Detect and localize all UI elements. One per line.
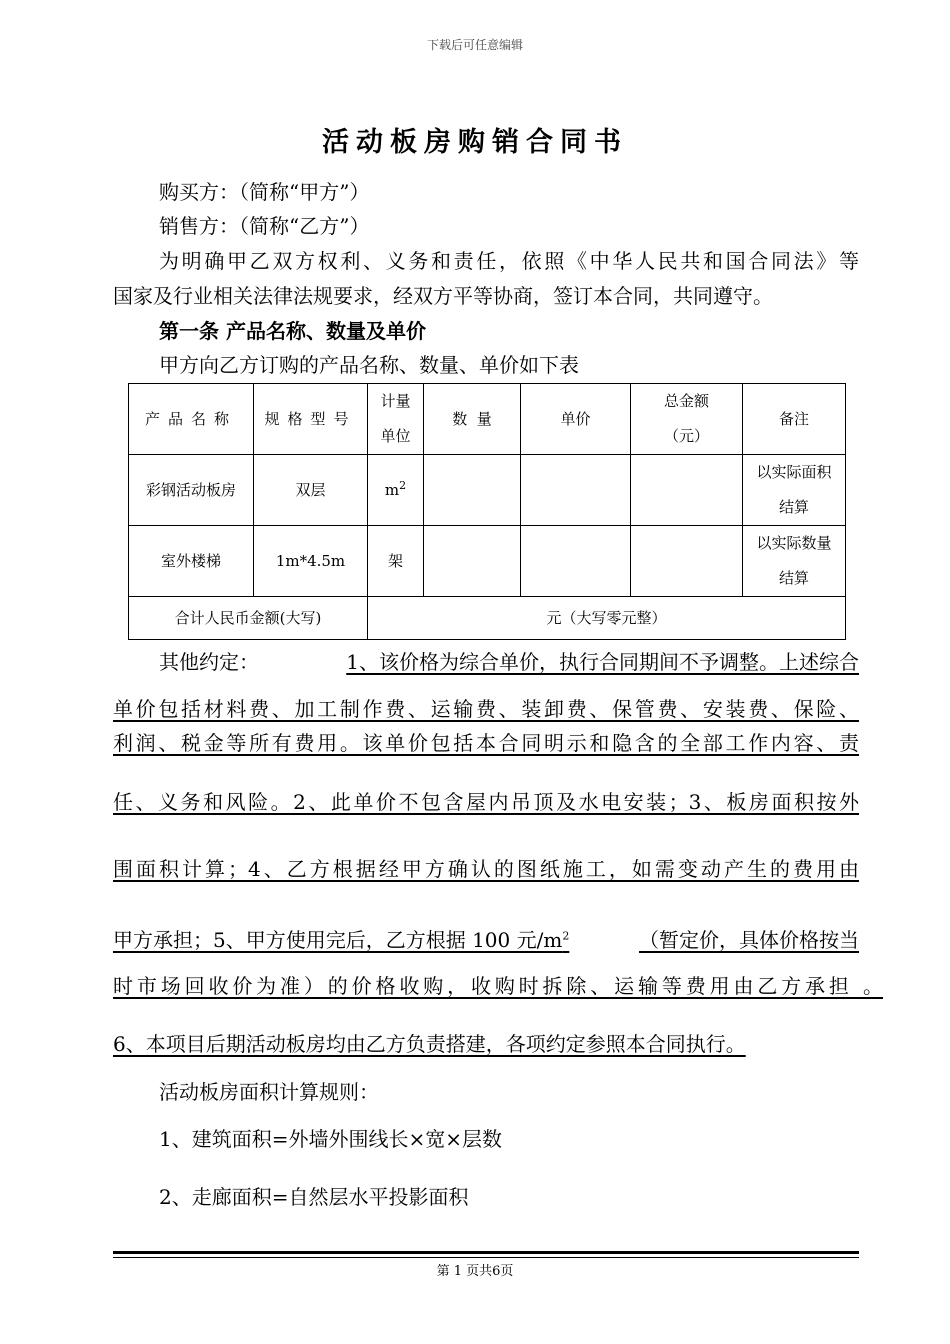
header-quantity: 数 量 [424, 384, 521, 455]
cell-product-name: 室外楼梯 [129, 526, 254, 597]
header-unit-line2: 单位 [380, 427, 411, 445]
cell-spec: 双层 [254, 455, 368, 526]
cell-spec: 1m*4.5m [254, 526, 368, 597]
area-rules-heading: 活动板房面积计算规则： [159, 1080, 379, 1104]
footer-divider-thin [113, 1257, 859, 1258]
header-product-name: 产品名称 [129, 384, 254, 455]
cell-unit-text: 架 [387, 551, 403, 570]
area-rule-1: 1、建筑面积=外墙外围线长×宽×层数 [159, 1127, 502, 1151]
other-terms-line-1 [159, 646, 859, 675]
other-terms-line-2: 单价包括材料费、加工制作费、运输费、装卸费、保管费、安装费、保险、 [113, 697, 859, 721]
cell-unit [368, 526, 424, 597]
other-terms-line-6-text: 甲方承担；5、甲方使用完后，乙方根据 100 元/m [113, 928, 563, 952]
header-price: 单价 [521, 384, 631, 455]
cell-unit-sup: 2 [399, 478, 407, 492]
table-total-row [129, 597, 846, 640]
seller-line: 销售方：（简称“乙方”） [159, 214, 370, 238]
cell-unit [368, 455, 424, 526]
other-terms-line-6 [113, 924, 859, 953]
other-terms-line-4: 任、义务和风险。2、此单价不包含屋内吊顶及水电安装；3、板房面积按外 [113, 790, 859, 814]
other-terms-line-5: 围面积计算；4、乙方根据经甲方确认的图纸施工，如需变动产生的费用由 [113, 857, 859, 881]
page-number: 第 1 页共6页 [436, 1264, 514, 1279]
table-intro: 甲方向乙方订购的产品名称、数量、单价如下表 [159, 353, 579, 377]
cell-remark-line2: 结算 [778, 498, 809, 516]
cell-price [521, 526, 631, 597]
cell-total [631, 455, 743, 526]
intro-line-1: 为明确甲乙双方权利、义务和责任，依照《中华人民共和国合同法》等 [159, 249, 859, 273]
cell-remark-line1: 以实际数量 [756, 534, 832, 552]
table-row [129, 455, 846, 526]
other-terms-line-7: 时市场回收价为准）的价格收购，收购时拆除、运输等费用由乙方承担 。 [113, 974, 883, 998]
cell-price [521, 455, 631, 526]
table-header-row [129, 384, 846, 455]
cell-quantity [424, 526, 521, 597]
cell-total [631, 526, 743, 597]
header-total-line2: （元） [663, 427, 709, 445]
header-total-line1: 总金额 [663, 392, 709, 410]
article1-heading: 第一条 产品名称、数量及单价 [159, 319, 426, 343]
cell-remark [743, 455, 846, 526]
buyer-line: 购买方：（简称“甲方”） [159, 180, 370, 204]
header-unit-line1: 计量 [380, 392, 411, 410]
other-terms-line-6-a [113, 924, 569, 953]
intro-line-2: 国家及行业相关法律法规要求，经双方平等协商，签订本合同，共同遵守。 [113, 284, 773, 308]
header-remark: 备注 [743, 384, 846, 455]
total-value: 元（大写零元整） [368, 597, 846, 640]
header-note: 下载后可任意编辑 [426, 38, 523, 52]
cell-unit-text: m [384, 480, 400, 499]
other-terms-text-1: 1、该价格为综合单价，执行合同期间不予调整。上述综合 [346, 650, 859, 674]
table-row [129, 526, 846, 597]
other-terms-line-6-b: （暂定价，具体价格按当 [639, 928, 859, 952]
header-spec: 规格型号 [254, 384, 368, 455]
cell-product-name: 彩钢活动板房 [129, 455, 254, 526]
cell-quantity [424, 455, 521, 526]
document-title: 活动板房购销合同书 [322, 127, 628, 158]
header-total [631, 384, 743, 455]
footer-divider-thick [113, 1251, 859, 1254]
header-unit [368, 384, 424, 455]
cell-remark-line1: 以实际面积 [756, 463, 832, 481]
other-terms-line-8: 6、本项目后期活动板房均由乙方负责搭建，各项约定参照本合同执行。 [113, 1032, 746, 1056]
other-terms-line-3: 利润、税金等所有费用。该单价包括本合同明示和隐含的全部工作内容、责 [113, 731, 859, 755]
total-label: 合计人民币金额(大写) [129, 597, 368, 640]
cell-remark [743, 526, 846, 597]
area-rule-2: 2、走廊面积=自然层水平投影面积 [159, 1185, 469, 1209]
cell-remark-line2: 结算 [778, 569, 809, 587]
other-terms-line-6-sup: 2 [562, 929, 570, 943]
other-terms-label: 其他约定： [159, 650, 259, 674]
product-table [128, 383, 846, 640]
